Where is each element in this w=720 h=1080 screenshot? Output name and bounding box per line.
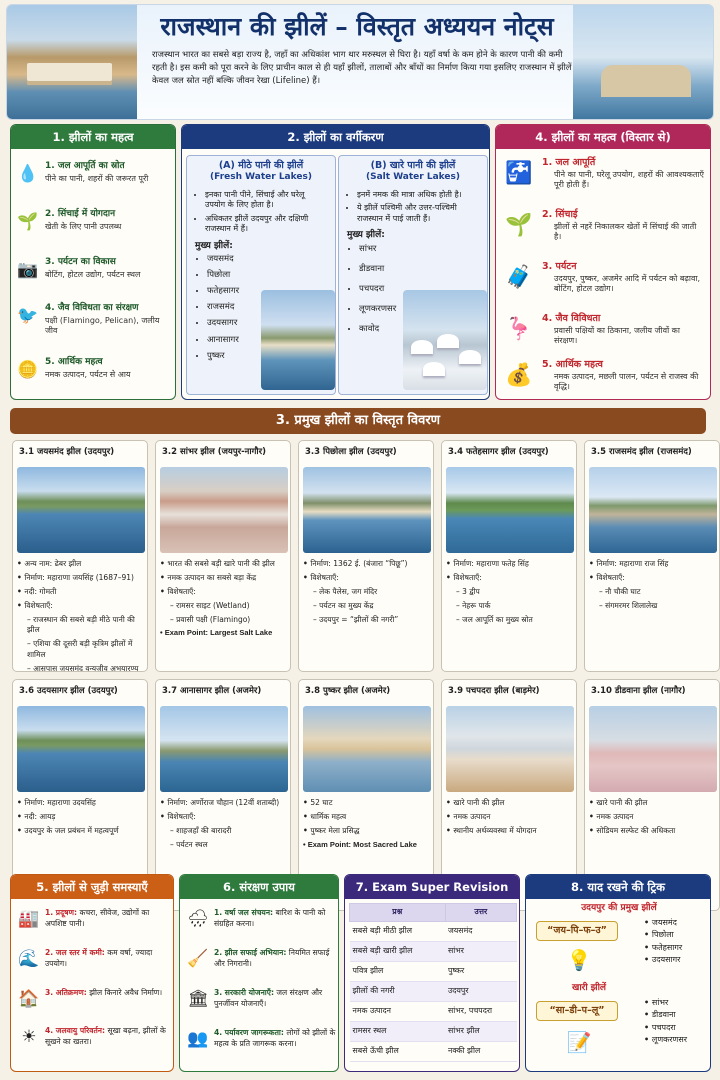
lake-fact: • नमक उत्पादन — [446, 812, 576, 823]
problem-desc: कम वर्षा, ज्यादा उपयोग। — [45, 948, 153, 969]
fresh-lake: • आनासागर — [207, 335, 335, 346]
importance-desc: नमक उत्पादन, पर्यटन से आय — [45, 370, 131, 379]
revision-question: झीलों की नगरी — [350, 982, 446, 1002]
revision-row — [350, 982, 517, 1002]
revision-header-row — [350, 904, 517, 922]
salt-trick-list — [644, 997, 687, 1047]
lake-photo — [160, 706, 288, 792]
lake-photo — [303, 706, 431, 792]
trick-item: • लूणकरणसर — [644, 1034, 687, 1046]
lake-card-title: 3.9 पचपदरा झील (बाड़मेर) — [448, 686, 540, 696]
salt-point: • इनमें नमक की मात्रा अधिक होती है। — [357, 190, 479, 200]
problem-title: 1. प्रदूषण: — [45, 908, 78, 917]
conservation-desc: लोगों को झीलों के महत्व के प्रति जागरूक करना। — [214, 1028, 336, 1049]
lake-fact: • धार्मिक महत्व — [303, 812, 433, 823]
revision-question: सबसे ऊँची झील — [350, 1042, 446, 1062]
conservation-panel — [179, 874, 339, 1072]
lake-fact: • निर्माण: महाराणा जयसिंह (1687–91) — [17, 573, 147, 584]
lightbulb-icon: 💡 — [566, 948, 592, 972]
fresh-points — [195, 190, 327, 235]
lake-card-body — [589, 559, 719, 615]
lake-card-body — [17, 559, 147, 672]
lake-fact: • सोडियम सल्फेट की अधिकता — [589, 826, 719, 837]
lake-card-body — [17, 798, 147, 840]
lake-card-title: 3.6 उदयसागर झील (उदयपुर) — [19, 686, 118, 696]
fresh-lake: • उदयसागर — [207, 318, 335, 329]
lake-card-body — [303, 798, 433, 854]
extended-desc: पीने का पानी, घरेलू उपयोग, शहरों की आवश्यकताएँ पूरी होती हैं। — [554, 170, 704, 190]
salt-trick-code: “सा–डी–प–लू” — [536, 1001, 618, 1021]
revision-answer: सांभर — [445, 942, 517, 962]
fresh-lake: • पिछोला — [207, 270, 335, 281]
revision-heading: 7. Exam Super Revision — [345, 875, 519, 899]
extended-importance-panel — [495, 124, 711, 400]
importance-title: 3. पर्यटन का विकास — [45, 257, 116, 267]
water-level-icon: 🌊 — [18, 948, 40, 969]
lake-fact: • नमक उत्पादन — [589, 812, 719, 823]
lake-fact: – जल आपूर्ति का मुख्य स्रोत — [446, 615, 576, 626]
importance-desc: खेती के लिए पानी उपलब्ध — [45, 222, 122, 231]
importance-title: 1. जल आपूर्ति का स्रोत — [45, 161, 125, 171]
plant-icon: 🌱 — [17, 211, 39, 232]
lake-fact: – संगमरमर शिलालेख — [589, 601, 719, 612]
lake-photo — [446, 467, 574, 553]
salt-lake: • लूणकरणसर — [359, 304, 487, 315]
conservation-title: 4. पर्यावरण जागरूकता: — [214, 1028, 284, 1037]
fresh-lake: • फतेहसागर — [207, 286, 335, 297]
importance-desc: बोटिंग, होटल उद्योग, पर्यटन स्थल — [45, 270, 141, 279]
conservation-desc: जल संरक्षण और पुनर्जीवन योजनाएँ। — [214, 988, 323, 1009]
drought-icon: ☀ — [21, 1026, 37, 1047]
lake-card-title: 3.4 फतेहसागर झील (उदयपुर) — [448, 447, 549, 457]
fresh-trick-code: “जय–पि–फ–उ” — [536, 921, 618, 941]
problems-heading: 5. झीलों से जुड़ी समस्याएँ — [11, 875, 173, 899]
revision-row — [350, 1002, 517, 1022]
government-icon: 🏛 — [187, 988, 209, 1009]
salt-title: (B) खारे पानी की झीलें — [370, 160, 456, 171]
lake-card-title: 3.10 डीडवाना झील (नागौर) — [591, 686, 686, 696]
details-heading: 3. प्रमुख झीलों का विस्तृत विवरण — [10, 408, 706, 434]
lake-fact: • स्थानीय अर्थव्यवस्था में योगदान — [446, 826, 576, 837]
problem-text — [45, 987, 171, 998]
trick-item: • उदयसागर — [644, 954, 682, 966]
lake-fact: – उदयपुर = “झीलों की नगरी” — [303, 615, 433, 626]
conservation-text — [214, 987, 339, 1010]
lake-fact: • निर्माण: महाराणा राज सिंह — [589, 559, 719, 570]
lake-photo — [17, 467, 145, 553]
lake-pavilion-image — [573, 5, 713, 120]
classification-heading: 2. झीलों का वर्गीकरण — [182, 125, 489, 149]
fresh-trick-heading: उदयपुर की प्रमुख झीलें — [581, 903, 657, 913]
trick-heading: 8. याद रखने की ट्रिक — [526, 875, 710, 899]
extended-title: 2. सिंचाई — [542, 209, 578, 220]
salt-lake: • पचपदरा — [359, 284, 487, 295]
people-icon: 👥 — [187, 1028, 209, 1049]
salt-main-label: मुख्य झीलें: — [347, 230, 385, 241]
trick-item: • पचपदरा — [644, 1022, 687, 1034]
salt-point: • ये झीलें पश्चिमी और उत्तर-पश्चिमी राजस्थान में पाई जाती हैं। — [357, 203, 479, 224]
lake-photo — [303, 467, 431, 553]
lake-fact: • विशेषताएँ: — [589, 573, 719, 584]
lake-card-body — [303, 559, 433, 628]
lake-card-body — [446, 798, 576, 840]
revision-body — [350, 922, 517, 1062]
question-column-header: प्रश्न — [350, 904, 446, 922]
conservation-text — [214, 947, 339, 970]
lake-card-body — [446, 559, 576, 628]
lake-fact: • निर्माण: 1362 ई. (बंजारा “पिछू”) — [303, 559, 433, 570]
salt-water-box — [338, 155, 488, 395]
rain-cloud-icon: 🌧 — [187, 908, 209, 929]
importance-heading: 1. झीलों का महत्व — [11, 125, 175, 149]
broom-icon: 🧹 — [187, 948, 209, 969]
lake-fact: • विशेषताएँ: — [303, 573, 433, 584]
revision-panel — [344, 874, 520, 1072]
revision-row — [350, 942, 517, 962]
fresh-trick-list — [644, 917, 682, 967]
extended-desc: झीलों से नहरें निकालकर खेतों में सिंचाई की जाती है। — [554, 222, 697, 242]
conservation-heading: 6. संरक्षण उपाय — [180, 875, 338, 899]
problems-panel — [10, 874, 174, 1072]
problem-desc: कचरा, सीवेज, उद्योगों का अपशिष्ट पानी। — [45, 908, 150, 929]
lake-fact: • निर्माण: महाराणा उदयसिंह — [17, 798, 147, 809]
extended-title: 4. जैव विविधता — [542, 313, 601, 324]
lake-fact: – आसपास जयसमंद वन्यजीव अभयारण्य — [17, 664, 147, 672]
revision-question: रामसर स्थल — [350, 1022, 446, 1042]
flamingo-icon: 🦩 — [505, 316, 533, 342]
extended-title: 3. पर्यटन — [542, 261, 577, 272]
problem-title: 2. जल स्तर में कमी: — [45, 948, 105, 957]
revision-answer: सांभर झील — [445, 1022, 517, 1042]
lake-card-title: 3.7 आनासागर झील (अजमेर) — [162, 686, 262, 696]
lake-card-title: 3.1 जयसमंद झील (उदयपुर) — [19, 447, 115, 457]
lake-card-title: 3.3 पिछोला झील (उदयपुर) — [305, 447, 397, 457]
revision-row — [350, 1042, 517, 1062]
conservation-title: 2. झील सफाई अभियान: — [214, 948, 287, 957]
lake-fact: • विशेषताएँ: — [446, 573, 576, 584]
problem-title: 4. जलवायु परिवर्तन: — [45, 1026, 106, 1035]
fresh-subtitle: (Fresh Water Lakes) — [210, 172, 312, 183]
lake-photo — [160, 467, 288, 553]
lake-fact: – शाहजहाँ की बारादरी — [160, 826, 290, 837]
header-banner — [6, 4, 714, 120]
lake-fact: • विशेषताएँ: — [160, 587, 290, 598]
lake-fact: • निर्माण: महाराणा फतेह सिंह — [446, 559, 576, 570]
lake-fact: • विशेषताएँ: — [160, 812, 290, 823]
lake-card — [441, 440, 577, 672]
trick-item: • डीडवाना — [644, 1009, 687, 1021]
revision-question: नमक उत्पादन — [350, 1002, 446, 1022]
lake-fact: – राजस्थान की सबसे बड़ी मीठे पानी की झील — [17, 615, 147, 637]
revision-question: सबसे बड़ी खारी झील — [350, 942, 446, 962]
lake-fact: – 3 द्वीप — [446, 587, 576, 598]
revision-answer: सांभर, पचपदरा — [445, 1002, 517, 1022]
problem-title: 3. अतिक्रमण: — [45, 988, 87, 997]
salt-pan-image — [403, 290, 487, 390]
notepad-pencil-icon: 📝 — [566, 1030, 592, 1054]
lake-fact: • Exam Point: Largest Salt Lake — [160, 628, 290, 639]
camera-icon: 📷 — [17, 259, 39, 280]
lake-card — [12, 440, 148, 672]
conservation-desc: नियमित सफाई और निगरानी। — [214, 948, 330, 969]
lake-card-title: 3.5 राजसमंद झील (राजसमंद) — [591, 447, 692, 457]
extended-desc: नमक उत्पादन, मछली पालन, पर्यटन से राजस्व की वृद्धि। — [554, 372, 699, 392]
lake-fact: – रामसर साइट (Wetland) — [160, 601, 290, 612]
trick-panel — [525, 874, 711, 1072]
lake-card-title: 3.8 पुष्कर झील (अजमेर) — [305, 686, 391, 696]
lake-fact: • 52 घाट — [303, 798, 433, 809]
extended-desc: प्रवासी पक्षियों का ठिकाना, जलीय जीवों का संरक्षण। — [554, 326, 680, 346]
lake-fact: – पर्यटन का मुख्य केंद्र — [303, 601, 433, 612]
water-drop-icon: 💧 — [17, 163, 39, 184]
lake-fact: • नदी: गोमती — [17, 587, 147, 598]
lake-card-title: 3.2 सांभर झील (जयपुर-नागौर) — [162, 447, 266, 457]
problem-desc: सूखा बढ़ना, झीलों के सूखने का खतरा। — [45, 1026, 166, 1047]
importance-desc: पक्षी (Flamingo, Pelican), जलीय जीव — [45, 316, 160, 336]
lake-fact: • निर्माण: अर्णोराज चौहान (12वीं शताब्दी) — [160, 798, 290, 809]
salt-lake: • डीडवाना — [359, 264, 487, 275]
revision-answer: जयसमंद — [445, 922, 517, 942]
lake-fact: – नेहरू पार्क — [446, 601, 576, 612]
lake-card-body — [589, 798, 719, 840]
lake-card — [298, 440, 434, 672]
revision-answer: उदयपुर — [445, 982, 517, 1002]
fresh-point: • इनका पानी पीने, सिंचाई और घरेलू उपयोग के लिए होता है। — [205, 190, 327, 211]
problem-text — [45, 907, 171, 930]
lake-fact: • Exam Point: Most Sacred Lake — [303, 840, 433, 851]
money-bag-icon: 💰 — [505, 362, 533, 388]
lake-fact: – नौ चौकी घाट — [589, 587, 719, 598]
revision-question: पवित्र झील — [350, 962, 446, 982]
lake-fact: – पर्यटन स्थल — [160, 840, 290, 851]
lake-photo — [446, 706, 574, 792]
coins-icon: 🪙 — [17, 359, 39, 380]
trick-item: • सांभर — [644, 997, 687, 1009]
revision-question: सबसे बड़ी मीठी झील — [350, 922, 446, 942]
revision-answer: नक्की झील — [445, 1042, 517, 1062]
fresh-main-label: मुख्य झीलें: — [195, 240, 233, 251]
revision-answer: पुष्कर — [445, 962, 517, 982]
problem-desc: झील किनारे अवैध निर्माण। — [89, 988, 163, 997]
revision-row — [350, 922, 517, 942]
importance-title: 5. आर्थिक महत्व — [45, 357, 103, 367]
lake-photo — [589, 467, 717, 553]
page-title: राजस्थान की झीलें – विस्तृत अध्ययन नोट्स — [160, 12, 554, 41]
tap-icon: 🚰 — [505, 160, 533, 186]
lake-fact: • नमक उत्पादन का सबसे बड़ा केंद्र — [160, 573, 290, 584]
lake-fact: • पुष्कर मेला प्रसिद्ध — [303, 826, 433, 837]
conservation-text — [214, 1027, 339, 1050]
importance-panel — [10, 124, 176, 400]
salt-lake: • सांभर — [359, 244, 487, 255]
conservation-text — [214, 907, 339, 930]
intro-text: राजस्थान भारत का सबसे बड़ा राज्य है, जहाँ का अधिकांश भाग थार मरुस्थल से घिरा है। यहाँ वर्षा के कम होने के कारण पानी की कमी रहती है। इस कमी को पूरा करने के लिए प्राचीन काल से ही यहाँ झीलों, तालाबों और बाँधों का निर्माण किया गया इसलिए राजस्थान में झीलें केवल जल स्रोत नहीं बल्कि जीवन रेखा (Lifeline) हैं। — [152, 50, 572, 87]
lake-photo — [589, 706, 717, 792]
extended-heading: 4. झीलों का महत्व (विस्तार से) — [496, 125, 710, 149]
lake-card-body — [160, 559, 290, 642]
extended-desc: उदयपुर, पुष्कर, अजमेर आदि में पर्यटन को बढ़ावा, बोटिंग, होटल उद्योग। — [554, 274, 701, 294]
extended-title: 5. आर्थिक महत्व — [542, 359, 603, 370]
fresh-lake: • राजसमंद — [207, 302, 335, 313]
lake-fact: • खारे पानी की झील — [589, 798, 719, 809]
problem-text — [45, 1025, 171, 1048]
lake-fact: • विशेषताएँ: — [17, 601, 147, 612]
trick-item: • फतेहसागर — [644, 942, 682, 954]
lake-fact: • खारे पानी की झील — [446, 798, 576, 809]
salt-points — [347, 190, 479, 224]
house-icon: 🏠 — [18, 988, 40, 1009]
lake-fact: • उदयपुर के जल प्रबंधन में महत्वपूर्ण — [17, 826, 147, 837]
problem-text — [45, 947, 171, 970]
suitcase-icon: 🧳 — [505, 264, 533, 290]
lake-card-body — [160, 798, 290, 854]
conservation-title: 3. सरकारी योजनाएँ: — [214, 988, 274, 997]
answer-column-header: उत्तर — [445, 904, 517, 922]
lake-fact: • नदी: आयड़ — [17, 812, 147, 823]
lake-card — [155, 440, 291, 672]
lake-photo — [17, 706, 145, 792]
conservation-title: 1. वर्षा जल संचयन: — [214, 908, 274, 917]
trick-item: • जयसमंद — [644, 917, 682, 929]
conservation-desc: बारिश के पानी को संग्रहित करना। — [214, 908, 326, 929]
lake-fact: – लेक पैलेस, जग मंदिर — [303, 587, 433, 598]
lake-fact: – एशिया की दूसरी बड़ी कृत्रिम झीलों में शामिल — [17, 639, 147, 661]
lake-fact: • अन्य नाम: ढेबर झील — [17, 559, 147, 570]
fresh-water-box — [186, 155, 336, 395]
trick-item: • पिछोला — [644, 929, 682, 941]
importance-title: 2. सिंचाई में योगदान — [45, 209, 116, 219]
fresh-lake: • जयसमंद — [207, 254, 335, 265]
salt-subtitle: (Salt Water Lakes) — [366, 172, 460, 183]
extended-title: 1. जल आपूर्ति — [542, 157, 596, 168]
sprout-icon: 🌱 — [505, 212, 533, 238]
revision-row — [350, 1022, 517, 1042]
lake-card — [584, 440, 720, 672]
importance-desc: पीने का पानी, शहरों की जरूरत पूरी — [45, 174, 149, 183]
salt-lake: • कावोद — [359, 324, 487, 335]
revision-table — [349, 903, 517, 1062]
bird-icon: 🐦 — [17, 305, 39, 326]
fresh-lake-image — [261, 290, 335, 390]
lake-fact: – प्रवासी पक्षी (Flamingo) — [160, 615, 290, 626]
fresh-point: • अधिकतर झीलें उदयपुर और दक्षिणी राजस्थान में हैं। — [205, 214, 327, 235]
fresh-lake: • पुष्कर — [207, 351, 335, 362]
revision-row — [350, 962, 517, 982]
importance-title: 4. जैव विविधता का संरक्षण — [45, 303, 139, 313]
lake-palace-image — [7, 5, 137, 120]
classification-panel — [181, 124, 490, 400]
lake-fact: • भारत की सबसे बड़ी खारे पानी की झील — [160, 559, 290, 570]
salt-trick-heading: खारी झीलें — [571, 983, 607, 993]
factory-icon: 🏭 — [18, 908, 40, 929]
fresh-title: (A) मीठे पानी की झीलें — [218, 160, 304, 171]
